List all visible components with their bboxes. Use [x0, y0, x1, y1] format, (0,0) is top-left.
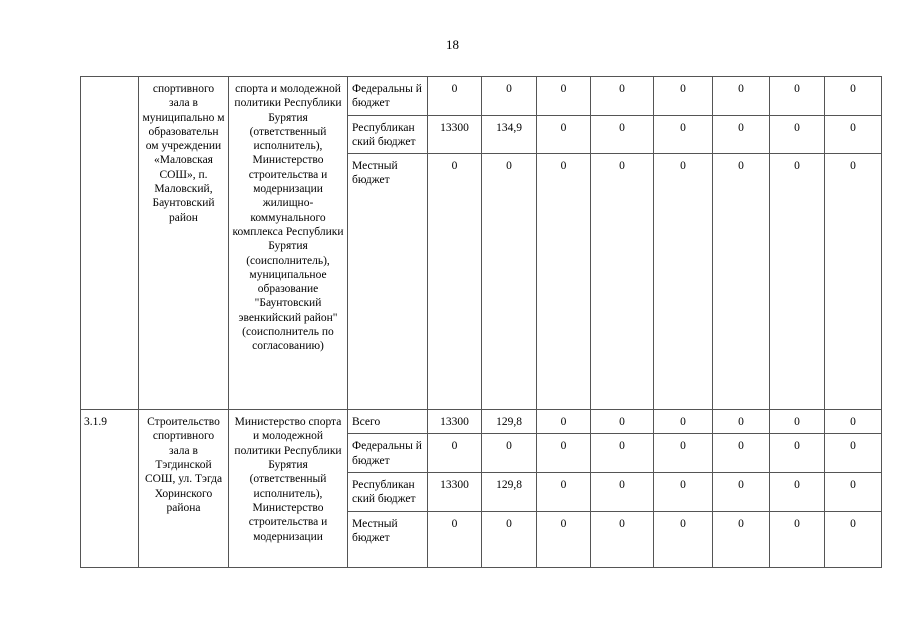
page-number: 18	[446, 37, 459, 52]
value-cell: 0	[482, 511, 537, 567]
value-cell: 0	[482, 154, 537, 410]
value-cell: 0	[591, 115, 654, 154]
value-cell: 0	[591, 154, 654, 410]
value-cell: 0	[770, 511, 825, 567]
value-cell: 0	[770, 473, 825, 512]
value-cell: 0	[713, 434, 770, 473]
value-cell: 0	[591, 473, 654, 512]
value-cell: 0	[713, 77, 770, 116]
funding-source: Федеральны й бюджет	[348, 434, 428, 473]
value-cell: 0	[591, 77, 654, 116]
funding-source: Республикан ский бюджет	[348, 115, 428, 154]
executor-cell: Министерство спорта и молодежной политики Республики Бурятия (ответственный исполнитель), Министерство строительства и модернизации	[229, 410, 348, 567]
value-cell: 0	[825, 154, 882, 410]
value-cell: 0	[713, 154, 770, 410]
value-cell: 0	[482, 434, 537, 473]
value-cell: 0	[591, 434, 654, 473]
executor-cell: спорта и молодежной политики Республики Бурятия (ответственный исполнитель), Министерство строительства и модернизации жилищно-коммунального комплекса Республики Бурятия (соисполнитель), муниципальное образование "Баунтовский эвенкийский район" (соисполнитель по согласованию)	[229, 77, 348, 410]
value-cell: 0	[428, 154, 482, 410]
table-row	[81, 77, 882, 116]
object-cell: спортивного зала в муниципально м образовательн ом учреждении «Маловская СОШ», п. Маловский, Баунтовский район	[139, 77, 229, 410]
value-cell: 0	[591, 511, 654, 567]
value-cell: 0	[713, 511, 770, 567]
funding-source: Федеральны й бюджет	[348, 77, 428, 116]
object-cell: Строительство спортивного зала в Тэгдинской СОШ, ул. Тэгда Хоринского района	[139, 410, 229, 567]
value-cell: 0	[654, 434, 713, 473]
value-cell: 0	[654, 77, 713, 116]
value-cell: 0	[713, 473, 770, 512]
value-cell: 0	[713, 410, 770, 434]
value-cell: 0	[537, 115, 591, 154]
value-cell: 134,9	[482, 115, 537, 154]
value-cell: 0	[770, 77, 825, 116]
value-cell: 0	[428, 511, 482, 567]
value-cell: 0	[770, 410, 825, 434]
funding-source: Республикан ский бюджет	[348, 473, 428, 512]
row-number	[81, 77, 139, 410]
value-cell: 0	[654, 473, 713, 512]
value-cell: 0	[537, 511, 591, 567]
value-cell: 0	[654, 511, 713, 567]
value-cell: 129,8	[482, 410, 537, 434]
funding-source: Всего	[348, 410, 428, 434]
table-row	[81, 410, 882, 434]
value-cell: 0	[537, 410, 591, 434]
value-cell: 0	[654, 115, 713, 154]
value-cell: 0	[428, 434, 482, 473]
value-cell: 0	[428, 77, 482, 116]
budget-table	[80, 76, 882, 568]
value-cell: 0	[825, 511, 882, 567]
value-cell: 0	[825, 115, 882, 154]
funding-source: Местный бюджет	[348, 154, 428, 410]
value-cell: 13300	[428, 473, 482, 512]
value-cell: 0	[482, 77, 537, 116]
value-cell: 0	[770, 154, 825, 410]
value-cell: 0	[537, 154, 591, 410]
value-cell: 0	[825, 410, 882, 434]
value-cell: 0	[591, 410, 654, 434]
value-cell: 0	[770, 115, 825, 154]
value-cell: 0	[654, 154, 713, 410]
value-cell: 13300	[428, 410, 482, 434]
value-cell: 0	[537, 473, 591, 512]
value-cell: 0	[770, 434, 825, 473]
value-cell: 0	[825, 434, 882, 473]
value-cell: 0	[713, 115, 770, 154]
value-cell: 0	[537, 434, 591, 473]
value-cell: 0	[825, 473, 882, 512]
value-cell: 0	[654, 410, 713, 434]
row-number: 3.1.9	[81, 410, 139, 567]
funding-source: Местный бюджет	[348, 511, 428, 567]
value-cell: 0	[537, 77, 591, 116]
value-cell: 13300	[428, 115, 482, 154]
value-cell: 129,8	[482, 473, 537, 512]
value-cell: 0	[825, 77, 882, 116]
